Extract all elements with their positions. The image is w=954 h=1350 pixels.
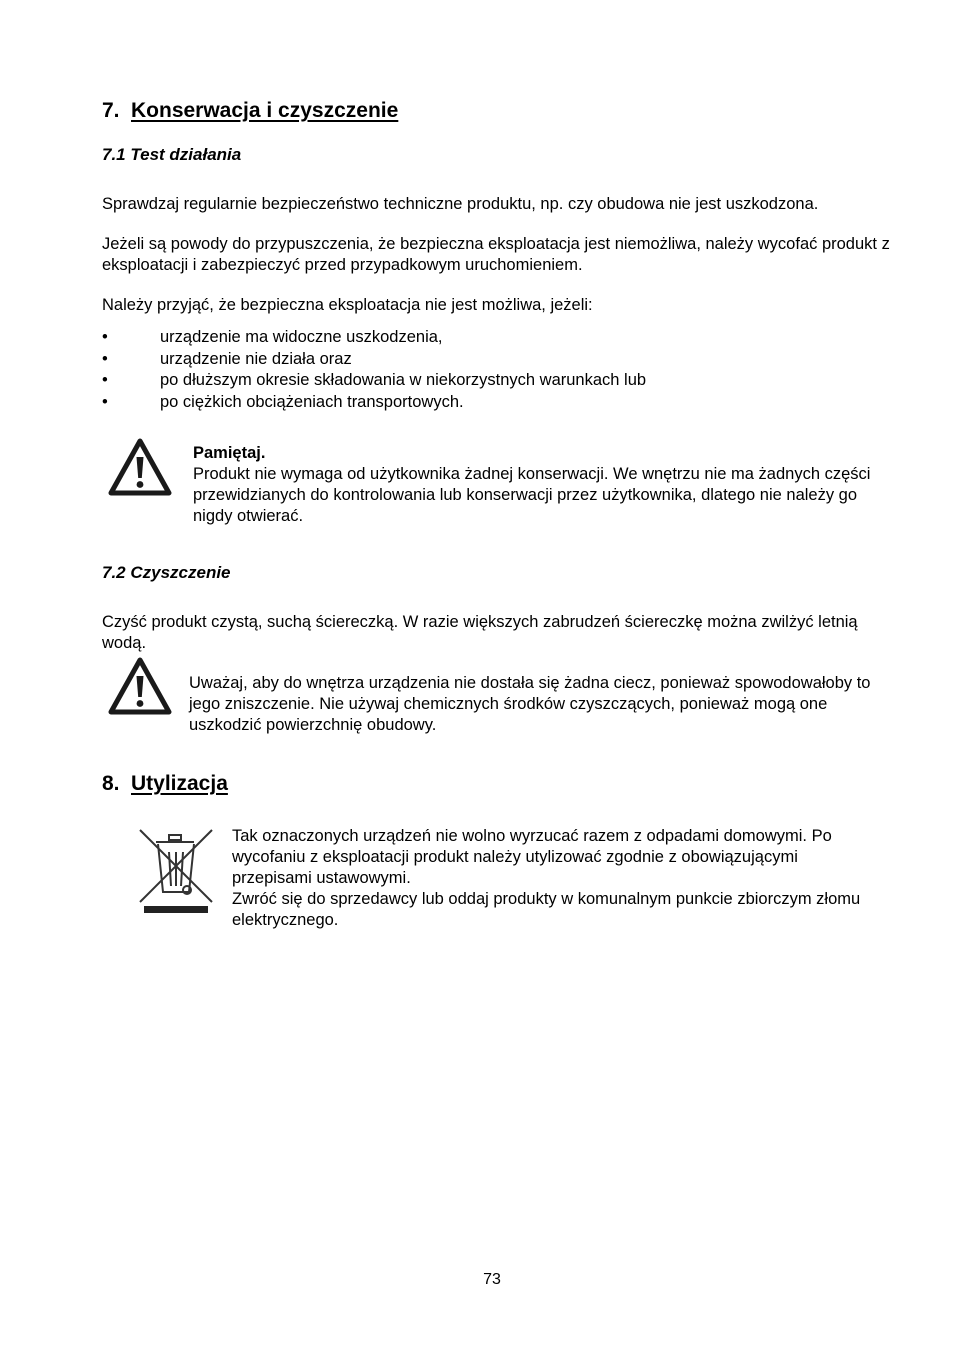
warning-triangle-icon: [108, 438, 172, 496]
list-item: • urządzenie ma widoczne uszkodzenia,: [102, 327, 646, 349]
section-8-heading: [102, 772, 228, 796]
crossed-out-bin-icon: [136, 826, 216, 916]
bullet-glyph: •: [102, 328, 108, 346]
paragraph-safety-check: Sprawdzaj regularnie bezpieczeństwo techniczne produktu, np. czy obudowa nie jest uszkodzona.: [102, 195, 819, 213]
bullet-glyph: •: [102, 371, 108, 389]
list-item: • urządzenie nie działa oraz: [102, 349, 646, 371]
liquid-warning-text: Uważaj, aby do wnętrza urządzenia nie dostała się żadna ciecz, ponieważ spowodowałoby to jego zniszczenie. Nie używaj chemicznych środków czyszczących, ponieważ mogą one uszkodzić powierzchnię obudowy.: [189, 674, 871, 734]
page-number: 73: [483, 1271, 501, 1288]
paragraph-conditions-intro: Należy przyjąć, że bezpieczna eksploatacja nie jest możliwa, jeżeli:: [102, 296, 593, 314]
section-7-number: 7.: [102, 99, 120, 122]
subsection-7-1-heading: 7.1 Test działania: [102, 145, 242, 164]
section-8-title: Utylizacja: [131, 772, 228, 795]
list-item: • po dłuższym okresie składowania w niekorzystnych warunkach lub: [102, 370, 646, 392]
subsection-7-2-heading: 7.2 Czyszczenie: [102, 563, 231, 582]
warning-triangle-icon: [108, 657, 172, 715]
section-7-heading: [102, 99, 398, 123]
section-7-title: Konserwacja i czyszczenie: [131, 99, 399, 122]
disposal-text: [232, 826, 882, 931]
note-text: Produkt nie wymaga od użytkownika żadnej konserwacji. We wnętrzu nie ma żadnych części przewidzianych do kontrolowania lub konserwacji przez użytkownika, dlatego nie należy go nigdy otwierać.: [193, 465, 871, 525]
disposal-paragraph-2: Zwróć się do sprzedawcy lub oddaj produkty w komunalnym punkcie zbiorczym złomu elektrycznego.: [232, 890, 861, 929]
maintenance-note: [193, 443, 888, 527]
disposal-paragraph-1: Tak oznaczonych urządzeń nie wolno wyrzucać razem z odpadami domowymi. Po wycofaniu z eksploatacji produkt należy utylizować zgodnie z obowiązującymi przepisami ustawowymi.: [232, 827, 832, 887]
bullet-glyph: •: [102, 392, 108, 411]
conditions-list: [102, 327, 646, 413]
list-item: • po ciężkich obciążeniach transportowych.: [102, 392, 646, 414]
section-8-number: 8.: [102, 772, 120, 795]
paragraph-cleaning: Czyść produkt czystą, suchą ściereczką. W razie większych zabrudzeń ściereczkę można zwilżyć letnią wodą.: [102, 613, 858, 652]
note-title: Pamiętaj.: [193, 444, 266, 462]
paragraph-withdraw-product: Jeżeli są powody do przypuszczenia, że bezpieczna eksploatacja jest niemożliwa, należy wycofać produkt z eksploatacji i zabezpieczyć przed przypadkowym uruchomieniem.: [102, 235, 890, 274]
bullet-glyph: •: [102, 349, 108, 368]
